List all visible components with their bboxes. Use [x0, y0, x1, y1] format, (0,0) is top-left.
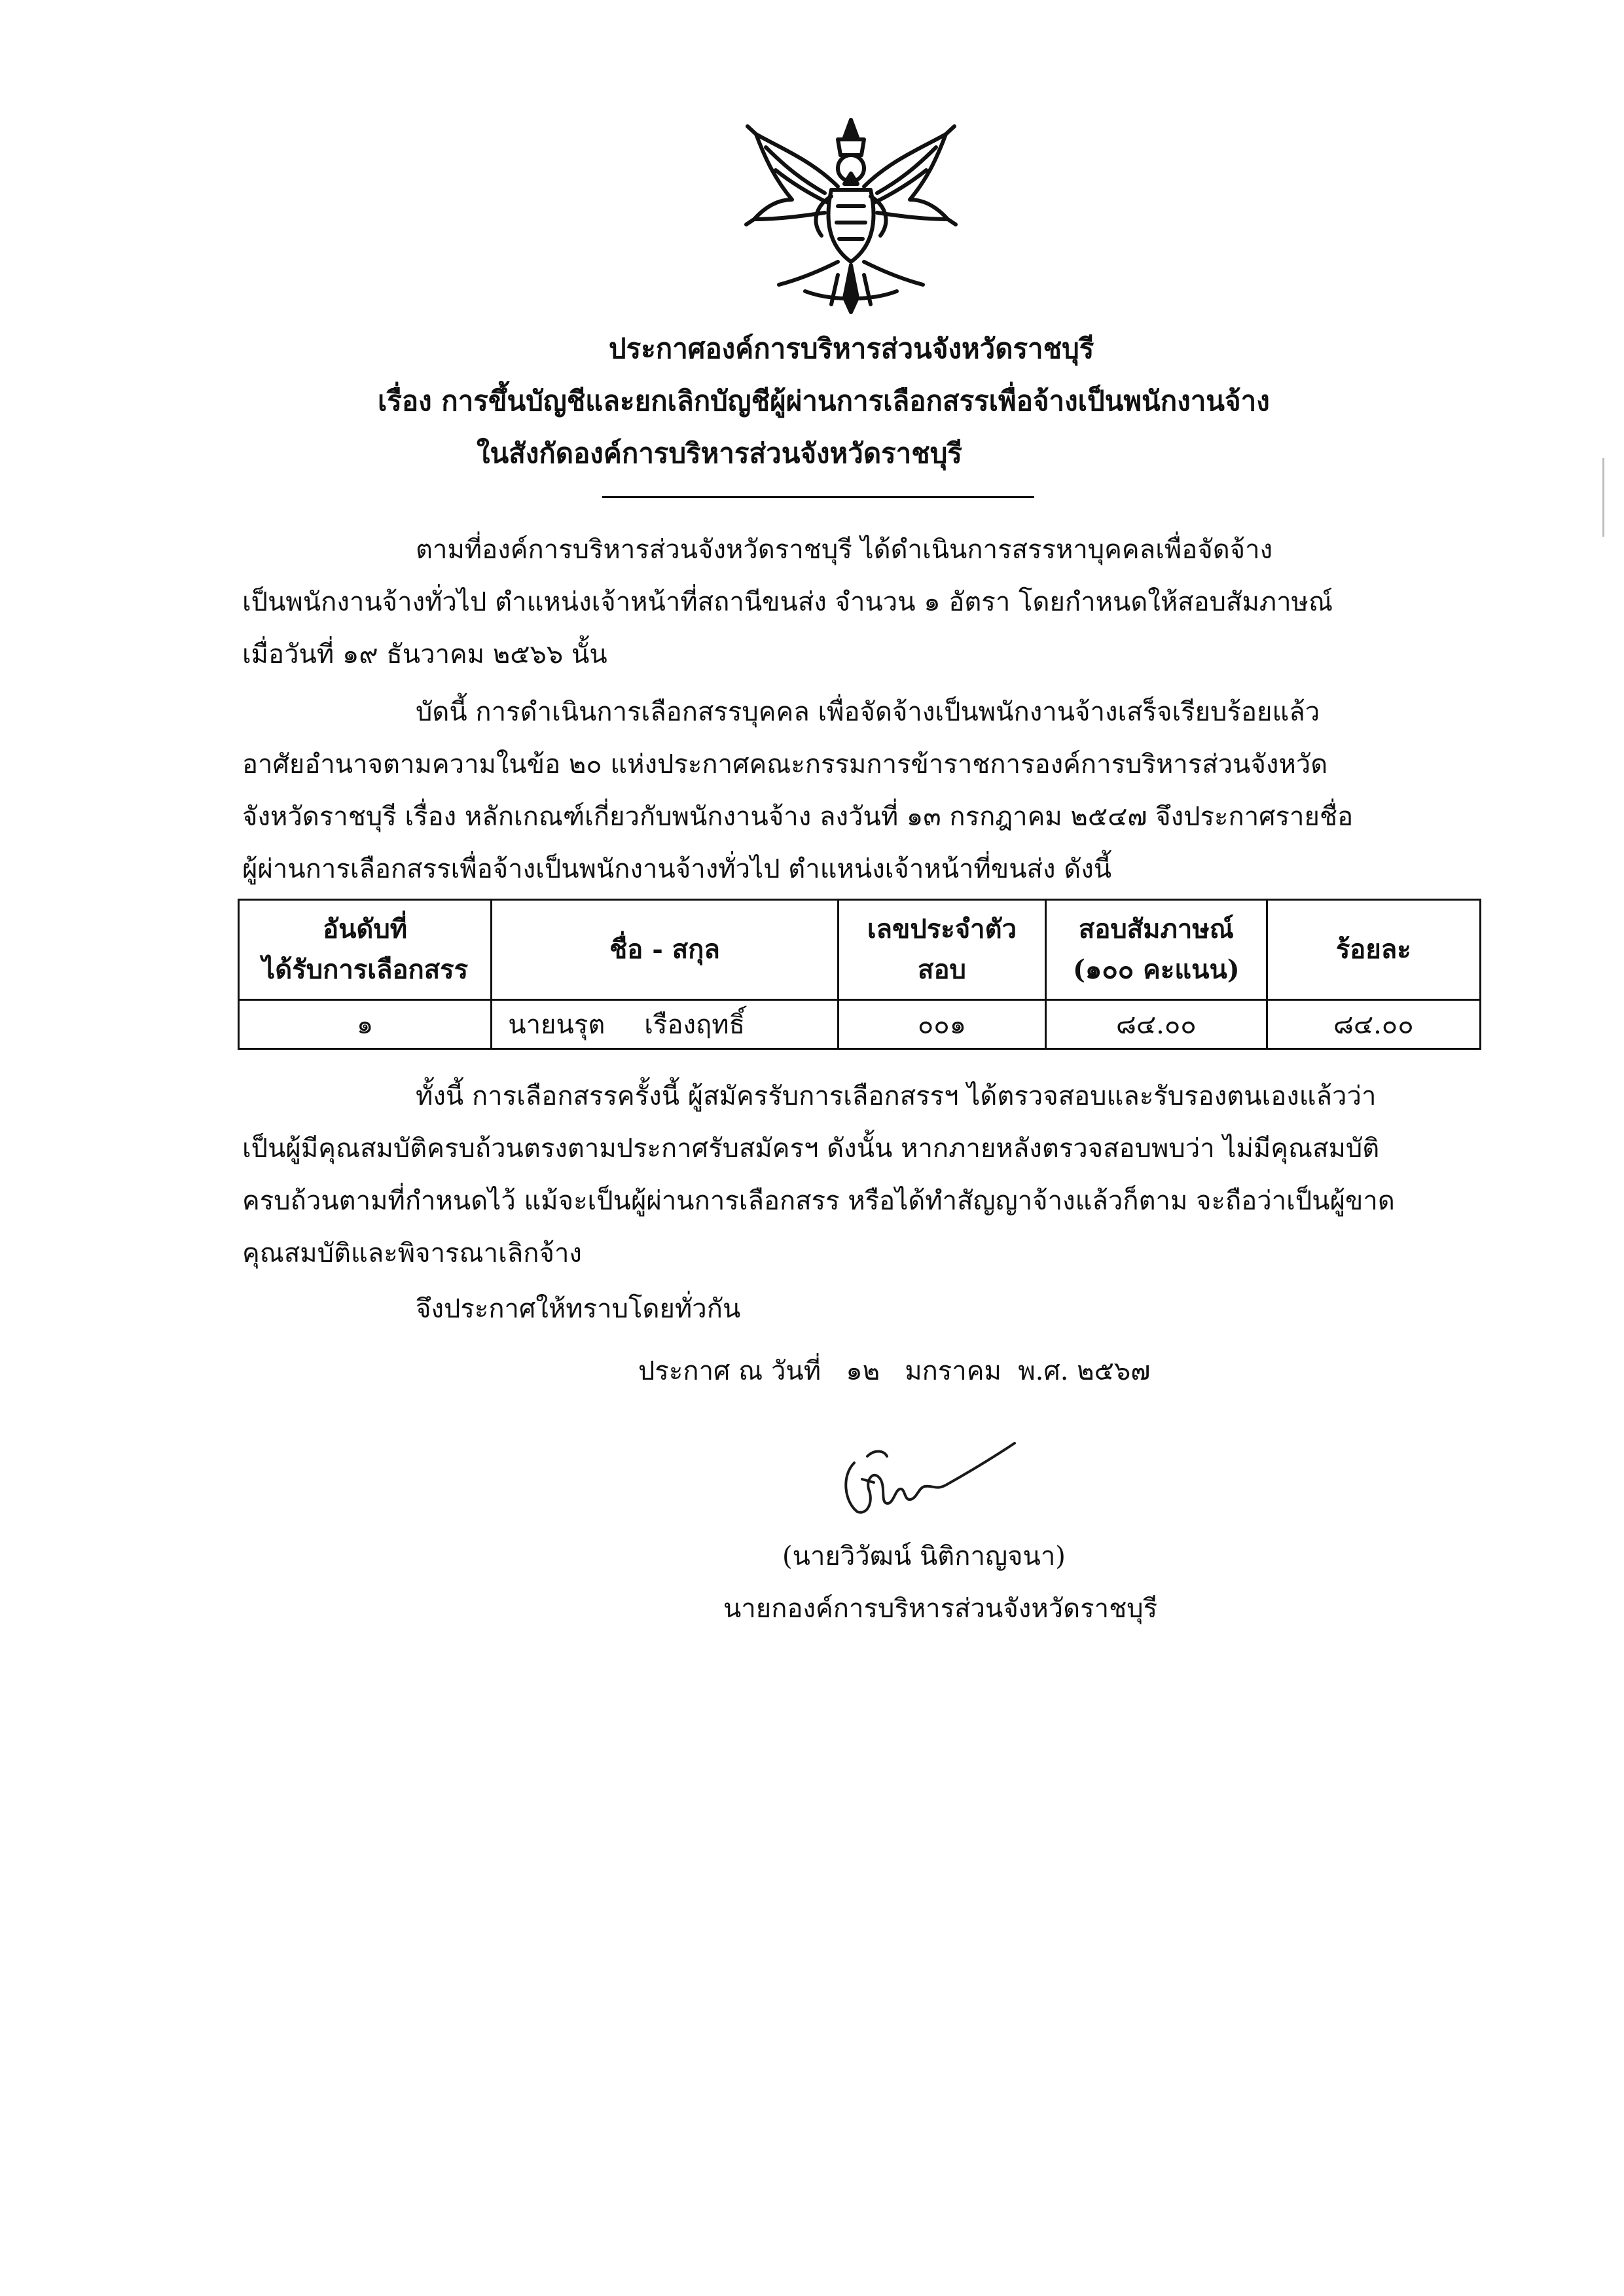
date-day: ๑๒: [846, 1356, 880, 1386]
cell-exam-id: ๐๐๑: [838, 1000, 1045, 1049]
paragraph-qualification-notice: [242, 1070, 1460, 1280]
header-interview-score: [1046, 900, 1267, 1000]
text-line: ผู้ผ่านการเลือกสรรเพื่อจ้างเป็นพนักงานจ้างทั่วไป ตำแหน่งเจ้าหน้าที่ขนส่ง ดังนี้: [242, 854, 1112, 884]
signature-icon: [828, 1417, 1024, 1528]
header-score-line-1: สอบสัมภาษณ์: [1078, 914, 1234, 944]
scan-edge-mark: [1602, 458, 1604, 537]
header-rank-line-1: อันดับที่: [323, 914, 408, 944]
header-exam-id-line-1: เลขประจำตัว: [867, 914, 1017, 944]
document-title: ประกาศองค์การบริหารส่วนจังหวัดราชบุรี: [609, 332, 1094, 365]
date-year: พ.ศ. ๒๕๖๗: [1018, 1356, 1151, 1386]
document-subject-line-1: เรื่อง การขึ้นบัญชีและยกเลิกบัญชีผู้ผ่านการเลือกสรรเพื่อจ้างเป็นพนักงานจ้าง: [378, 385, 1270, 417]
text-line: เมื่อวันที่ ๑๙ ธันวาคม ๒๕๖๖ นั้น: [242, 639, 607, 670]
header-name: ชื่อ - สกุล: [492, 900, 839, 1000]
text-line: อาศัยอำนาจตามความในข้อ ๒๐ แห่งประกาศคณะกรรมการข้าราชการองค์การบริหารส่วนจังหวัด: [242, 749, 1328, 780]
text-line: คุณสมบัติและพิจารณาเลิกจ้าง: [242, 1238, 582, 1268]
text-line: บัดนี้ การดำเนินการเลือกสรรบุคคล เพื่อจัดจ้างเป็นพนักงานจ้างเสร็จเรียบร้อยแล้ว: [416, 697, 1320, 727]
paragraph-recruitment-background: [242, 524, 1460, 681]
table-row: [239, 1000, 1481, 1049]
header-percent: ร้อยละ: [1267, 900, 1480, 1000]
date-prefix: ประกาศ ณ วันที่: [638, 1356, 821, 1386]
date-month: มกราคม: [905, 1356, 1001, 1386]
header-rank: [239, 900, 492, 1000]
title-divider: [602, 496, 1034, 498]
document-subject-line-2: ในสังกัดองค์การบริหารส่วนจังหวัดราชบุรี: [477, 437, 962, 469]
text-line: ตามที่องค์การบริหารส่วนจังหวัดราชบุรี ได้ดำเนินการสรรหาบุคคลเพื่อจัดจ้าง: [416, 535, 1273, 565]
cell-rank: ๑: [239, 1000, 492, 1049]
header-score-line-2: (๑๐๐ คะแนน): [1073, 954, 1240, 985]
header-exam-id: [838, 900, 1045, 1000]
cell-last-name: เรืองฤทธิ์: [644, 1010, 746, 1040]
garuda-emblem-icon: [740, 108, 962, 317]
results-table: [238, 899, 1481, 1050]
text-line: จังหวัดราชบุรี เรื่อง หลักเกณฑ์เกี่ยวกับพนักงานจ้าง ลงวันที่ ๑๓ กรกฎาคม ๒๕๔๗ จึงประกาศรายชื่อ: [242, 802, 1354, 832]
cell-percent: ๘๔.๐๐: [1267, 1000, 1480, 1049]
signer-name: (นายวิวัฒน์ นิติกาญจนา): [782, 1541, 1066, 1571]
announcement-date: [638, 1345, 1150, 1397]
text-line: เป็นพนักงานจ้างทั่วไป ตำแหน่งเจ้าหน้าที่สถานีขนส่ง จำนวน ๑ อัตรา โดยกำหนดให้สอบสัมภาษณ์: [242, 587, 1333, 617]
text-line: จึงประกาศให้ทราบโดยทั่วกัน: [416, 1294, 741, 1324]
header-rank-line-2: ได้รับการเลือกสรร: [262, 954, 469, 985]
text-line: ครบถ้วนตามที่กำหนดไว้ แม้จะเป็นผู้ผ่านการเลือกสรร หรือได้ทำสัญญาจ้างแล้วก็ตาม จะถือว่าเป็นผู้ขาด: [242, 1186, 1395, 1216]
text-line: เป็นผู้มีคุณสมบัติครบถ้วนตรงตามประกาศรับสมัครฯ ดังนั้น หากภายหลังตรวจสอบพบว่า ไม่มีคุณสมบัติ: [242, 1134, 1380, 1164]
text-line: ทั้งนี้ การเลือกสรรครั้งนี้ ผู้สมัครรับการเลือกสรรฯ ได้ตรวจสอบและรับรองตนเองแล้วว่า: [416, 1081, 1377, 1111]
paragraph-announcement-authority: [242, 686, 1460, 895]
table-header-row: [239, 900, 1481, 1000]
signer-title: นายกองค์การบริหารส่วนจังหวัดราชบุรี: [723, 1594, 1158, 1624]
cell-score: ๘๔.๐๐: [1046, 1000, 1267, 1049]
paragraph-closing: [242, 1283, 1460, 1335]
cell-name: [492, 1000, 839, 1049]
cell-first-name: นายนรุต: [508, 1010, 605, 1040]
header-exam-id-line-2: สอบ: [918, 954, 966, 985]
